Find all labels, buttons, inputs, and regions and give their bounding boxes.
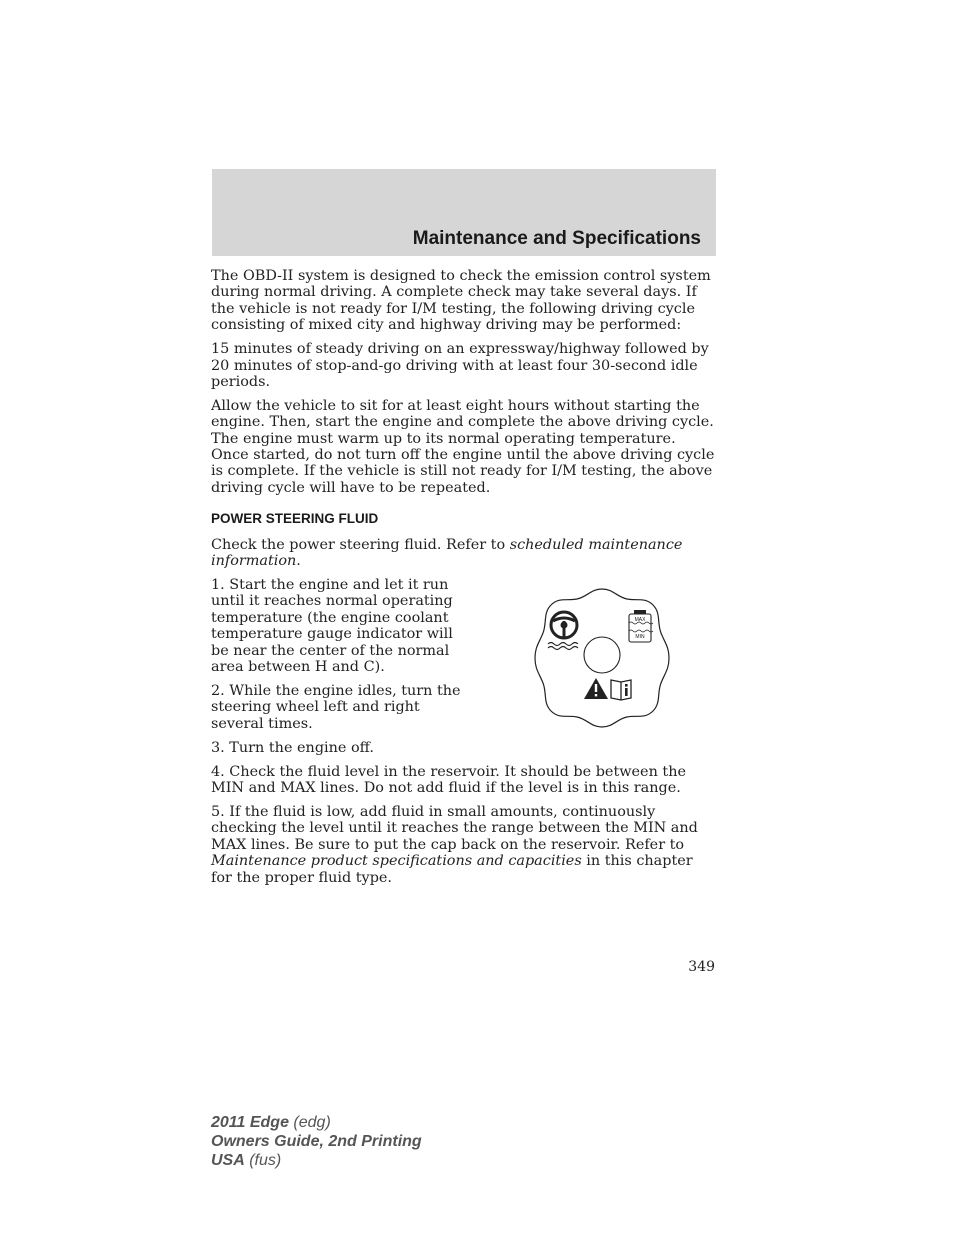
- section-heading-power-steering: POWER STEERING FLUID: [211, 511, 379, 527]
- cap-center-circle: [584, 637, 620, 673]
- intro-paragraph-3: Allow the vehicle to sit for at least eight hours without starting the engine. Then, start the engine and complete the above driving cycle. The engine must warm up to its normal operating temperature. Once started, do not turn off the engine until the above driving cycle is complete. If the vehicle is still not ready for I/M testing, the above driving cycle will have to be repeated.: [211, 397, 715, 496]
- step-5-end: in this chapter for the proper fluid type.: [211, 853, 693, 886]
- step-2: 2. While the engine idles, turn the steering wheel left and right several times.: [211, 682, 461, 732]
- steps-with-figure: [211, 577, 716, 756]
- reservoir-level-icon: [629, 610, 653, 642]
- chapter-title: Maintenance and Specifications: [412, 228, 701, 249]
- max-label: MAX: [634, 617, 646, 623]
- footer-model: 2011 Edge: [211, 1114, 289, 1131]
- step-1: 1. Start the engine and let it run until it reaches normal operating temperature (the engine coolant temperature gauge indicator will be near the center of the normal area between H and C).: [211, 577, 453, 676]
- footer-line-3: [211, 1151, 422, 1170]
- steering-wheel-icon: [551, 612, 577, 638]
- check-fluid-end: .: [296, 553, 301, 570]
- product-specifications-reference: Maintenance product specifications and capacities: [211, 853, 582, 870]
- footer-line-2: Owners Guide, 2nd Printing: [211, 1133, 422, 1150]
- step-4: 4. Check the fluid level in the reservoir. It should be between the MIN and MAX lines. Do not add fluid if the level is in this range.: [211, 763, 686, 796]
- intro-paragraph-1: The OBD-II system is designed to check the emission control system during normal driving. A complete check may take several days. If the vehicle is not ready for I/M testing, the following driving cycle consisting of mixed city and highway driving may be performed:: [211, 268, 711, 334]
- footer-line-1: [211, 1113, 422, 1132]
- page-number: 349: [688, 959, 715, 975]
- intro-paragraph-2: 15 minutes of steady driving on an expressway/highway followed by 20 minutes of stop-and-go driving with at least four 30-second idle periods.: [211, 341, 709, 390]
- footer-market-code: (fus): [244, 1152, 282, 1169]
- document-footer: [211, 1113, 422, 1170]
- footer-market: USA: [211, 1152, 245, 1169]
- chapter-header: [212, 169, 716, 256]
- step-3: 3. Turn the engine off.: [211, 739, 374, 756]
- reservoir-cap-illustration: [533, 583, 671, 733]
- scheduled-maintenance-reference: scheduled maintenance information: [211, 536, 683, 570]
- step-5-text: 5. If the fluid is low, add fluid in small amounts, continuously checking the level until it reaches the range between the MIN and MAX lines. Be sure to put the cap back on the reservoir. Refer to: [211, 803, 698, 853]
- check-fluid-text: Check the power steering fluid. Refer to: [211, 536, 510, 553]
- footer-model-code: (edg): [288, 1114, 331, 1131]
- check-fluid-paragraph: [211, 537, 716, 570]
- step-5: [211, 804, 716, 886]
- min-label: MIN: [635, 634, 645, 640]
- page-body: [211, 268, 716, 893]
